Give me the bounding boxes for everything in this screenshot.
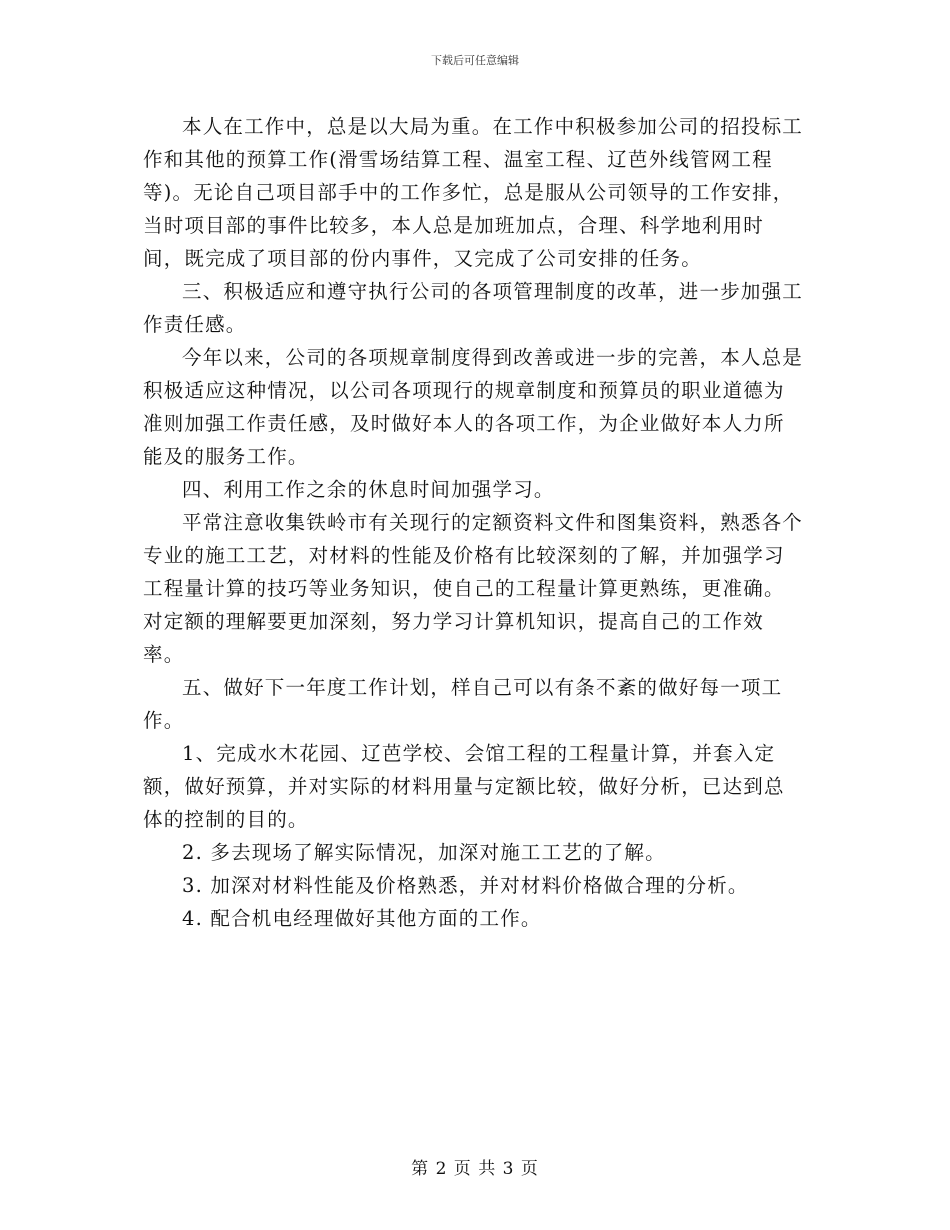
paragraph: 平常注意收集铁岭市有关现行的定额资料文件和图集资料，熟悉各个专业的施工工艺，对材料的性能及价格有比较深刻的了解，并加强学习工程量计算的技巧等业务知识，使自己的工程量计算更熟练，更准确。对定额的理解要更加深刻，努力学习计算机知识，提高自己的工作效率。 xyxy=(143,511,804,666)
page-header: 下载后可任意编辑 xyxy=(431,54,519,67)
page-number-footer: 第 2 页 共 3 页 xyxy=(411,1159,539,1179)
list-item: 4. 配合机电经理做好其他方面的工作。 xyxy=(182,907,542,930)
section-heading: 四、利用工作之余的休息时间加强学习。 xyxy=(182,478,555,501)
paragraph: 本人在工作中，总是以大局为重。在工作中积极参加公司的招投标工作和其他的预算工作(滑雪场结算工程、温室工程、辽芭外线管网工程等)。无论自己项目部手中的工作多忙，总是服从公司领导的工作安排，当时项目部的事件比较多，本人总是加班加点，合理、科学地利用时间，既完成了项目部的份内事件，又完成了公司安排的任务。 xyxy=(143,115,804,270)
document-body xyxy=(143,110,803,935)
list-item: 3. 加深对材料性能及价格熟悉，并对材料价格做合理的分析。 xyxy=(182,874,749,897)
section-heading: 三、积极适应和遵守执行公司的各项管理制度的改革，进一步加强工作责任感。 xyxy=(143,280,804,336)
list-item: 1、完成水木花园、辽芭学校、会馆工程的工程量计算，并套入定额，做好预算，并对实际的材料用量与定额比较，做好分析，已达到总体的控制的目的。 xyxy=(143,742,785,831)
paragraph: 今年以来，公司的各项规章制度得到改善或进一步的完善，本人总是积极适应这种情况，以公司各项现行的规章制度和预算员的职业道德为准则加强工作责任感，及时做好本人的各项工作，为企业做好本人力所能及的服务工作。 xyxy=(143,346,804,468)
section-heading: 五、做好下一年度工作计划，样自己可以有条不紊的做好每一项工作。 xyxy=(143,676,783,732)
list-item: 2. 多去现场了解实际情况，加深对施工工艺的了解。 xyxy=(182,841,666,864)
